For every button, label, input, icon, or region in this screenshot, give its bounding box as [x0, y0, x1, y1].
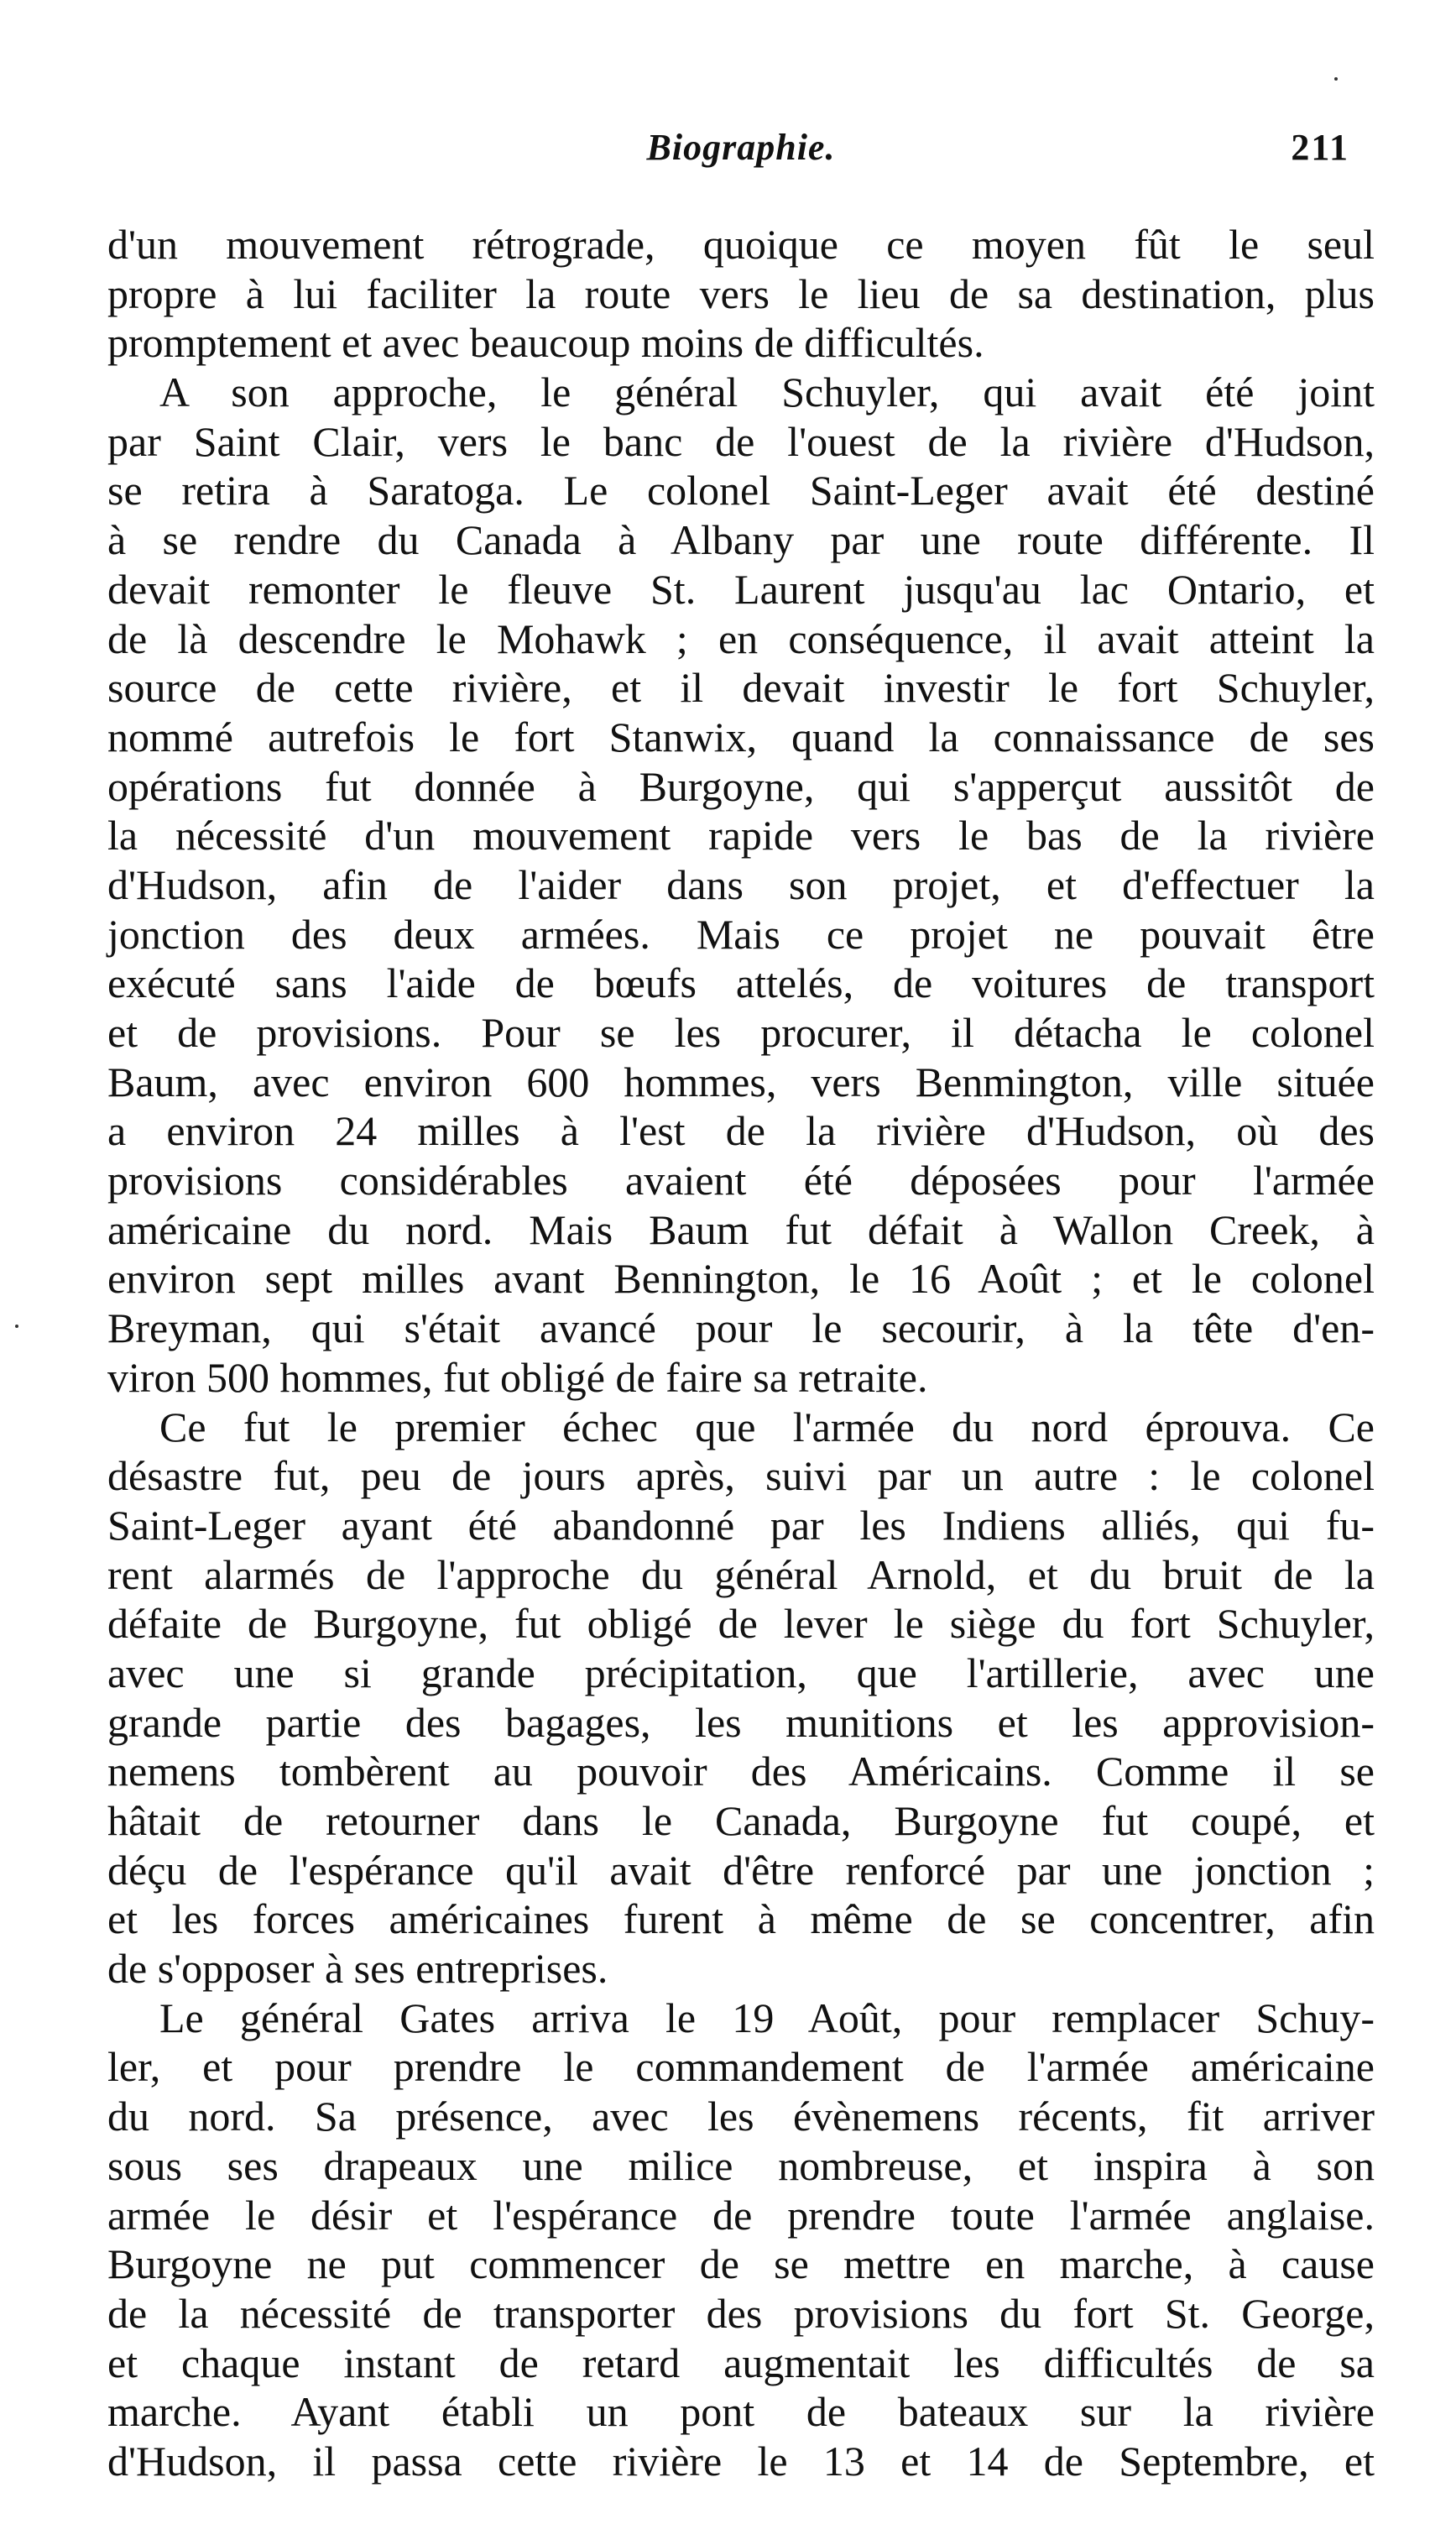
text-line: opérations fut donnée à Burgoyne, qui s'apperçut aussitôt de	[107, 762, 1375, 810]
text-line: jonction des deux armées. Mais ce projet ne pouvait être	[107, 910, 1375, 958]
text-line: déçu de l'espérance qu'il avait d'être renforcé par une jonction ;	[107, 1846, 1375, 1894]
text-line: américaine du nord. Mais Baum fut défait à Wallon Creek, à	[107, 1205, 1375, 1253]
text-line: à se rendre du Canada à Albany par une route différente. Il	[107, 516, 1375, 564]
text-line: du nord. Sa présence, avec les évènemens récents, fit arriver	[107, 2093, 1375, 2140]
text-line: la nécessité d'un mouvement rapide vers le bas de la rivière	[107, 812, 1375, 860]
text-line: de là descendre le Mohawk ; en conséquence, il avait atteint la	[107, 614, 1375, 662]
page-number: 211	[1291, 127, 1349, 168]
text-line: par Saint Clair, vers le banc de l'ouest de la rivière d'Hudson,	[107, 417, 1375, 465]
text-line: de la nécessité de transporter des provisions du fort St. George,	[107, 2289, 1375, 2337]
text-line: Breyman, qui s'était avancé pour le secourir, à la tête d'en-	[107, 1304, 1375, 1352]
text-line: se retira à Saratoga. Le colonel Saint-Leger avait été destiné	[107, 467, 1375, 515]
text-line: Saint-Leger ayant été abandonné par les Indiens alliés, qui fu-	[107, 1501, 1375, 1549]
text-line: provisions considérables avaient été déposées pour l'armée	[107, 1157, 1375, 1205]
text-line: exécuté sans l'aide de bœufs attelés, de voitures de transport	[107, 959, 1375, 1007]
text-line: sous ses drapeaux une milice nombreuse, et inspira à son	[107, 2141, 1375, 2189]
text-line: promptement et avec beaucoup moins de difficultés.	[107, 319, 984, 367]
text-line: nommé autrefois le fort Stanwix, quand la connaissance de ses	[107, 713, 1375, 760]
text-line: source de cette rivière, et il devait investir le fort Schuyler,	[107, 664, 1375, 712]
text-line: Burgoyne ne put commencer de se mettre en marche, à cause	[107, 2240, 1375, 2288]
text-line: d'Hudson, afin de l'aider dans son projet, et d'effectuer la	[107, 860, 1375, 908]
text-line: Le général Gates arriva le 19 Août, pour remplacer Schuy-	[159, 1994, 1375, 2041]
text-line: désastre fut, peu de jours après, suivi par un autre : le colonel	[107, 1452, 1375, 1500]
text-line: et de provisions. Pour se les procurer, il détacha le colonel	[107, 1009, 1375, 1056]
text-line: Ce fut le premier échec que l'armée du nord éprouva. Ce	[159, 1403, 1375, 1450]
text-line: environ sept milles avant Bennington, le 16 Août ; et le colonel	[107, 1255, 1375, 1303]
text-line: propre à lui faciliter la route vers le lieu de sa destination, plus	[107, 269, 1375, 317]
text-line: défaite de Burgoyne, fut obligé de lever le siège du fort Schuyler,	[107, 1600, 1375, 1648]
text-line: et les forces américaines furent à même de se concentrer, afin	[107, 1895, 1375, 1943]
running-title: Biographie.	[646, 127, 836, 168]
body-text	[107, 220, 1375, 2486]
text-line: nemens tombèrent au pouvoir des Américains. Comme il se	[107, 1748, 1375, 1795]
text-line: A son approche, le général Schuyler, qui avait été joint	[159, 368, 1375, 416]
scan-speck	[1334, 77, 1338, 81]
running-head	[107, 126, 1375, 176]
text-line: marche. Ayant établi un pont de bateaux sur la rivière	[107, 2388, 1375, 2436]
text-line: hâtait de retourner dans le Canada, Burgoyne fut coupé, et	[107, 1797, 1375, 1844]
scan-speck	[15, 1325, 18, 1328]
text-line: Baum, avec environ 600 hommes, vers Benmington, ville située	[107, 1058, 1375, 1105]
text-line: d'un mouvement rétrograde, quoique ce moyen fût le seul	[107, 221, 1375, 268]
text-line: armée le désir et l'espérance de prendre toute l'armée anglaise.	[107, 2191, 1375, 2239]
text-line: et chaque instant de retard augmentait les difficultés de sa	[107, 2339, 1375, 2386]
text-line: rent alarmés de l'approche du général Arnold, et du bruit de la	[107, 1550, 1375, 1598]
text-line: a environ 24 milles à l'est de la rivière d'Hudson, où des	[107, 1107, 1375, 1155]
text-line: viron 500 hommes, fut obligé de faire sa retraite.	[107, 1353, 928, 1401]
text-line: devait remonter le fleuve St. Laurent jusqu'au lac Ontario, et	[107, 565, 1375, 613]
text-line: grande partie des bagages, les munitions et les approvision-	[107, 1698, 1375, 1746]
text-line: d'Hudson, il passa cette rivière le 13 et 14 de Septembre, et	[107, 2437, 1375, 2485]
text-line: ler, et pour prendre le commandement de l'armée américaine	[107, 2043, 1375, 2091]
text-line: de s'opposer à ses entreprises.	[107, 1945, 608, 1993]
text-line: avec une si grande précipitation, que l'artillerie, avec une	[107, 1649, 1375, 1696]
